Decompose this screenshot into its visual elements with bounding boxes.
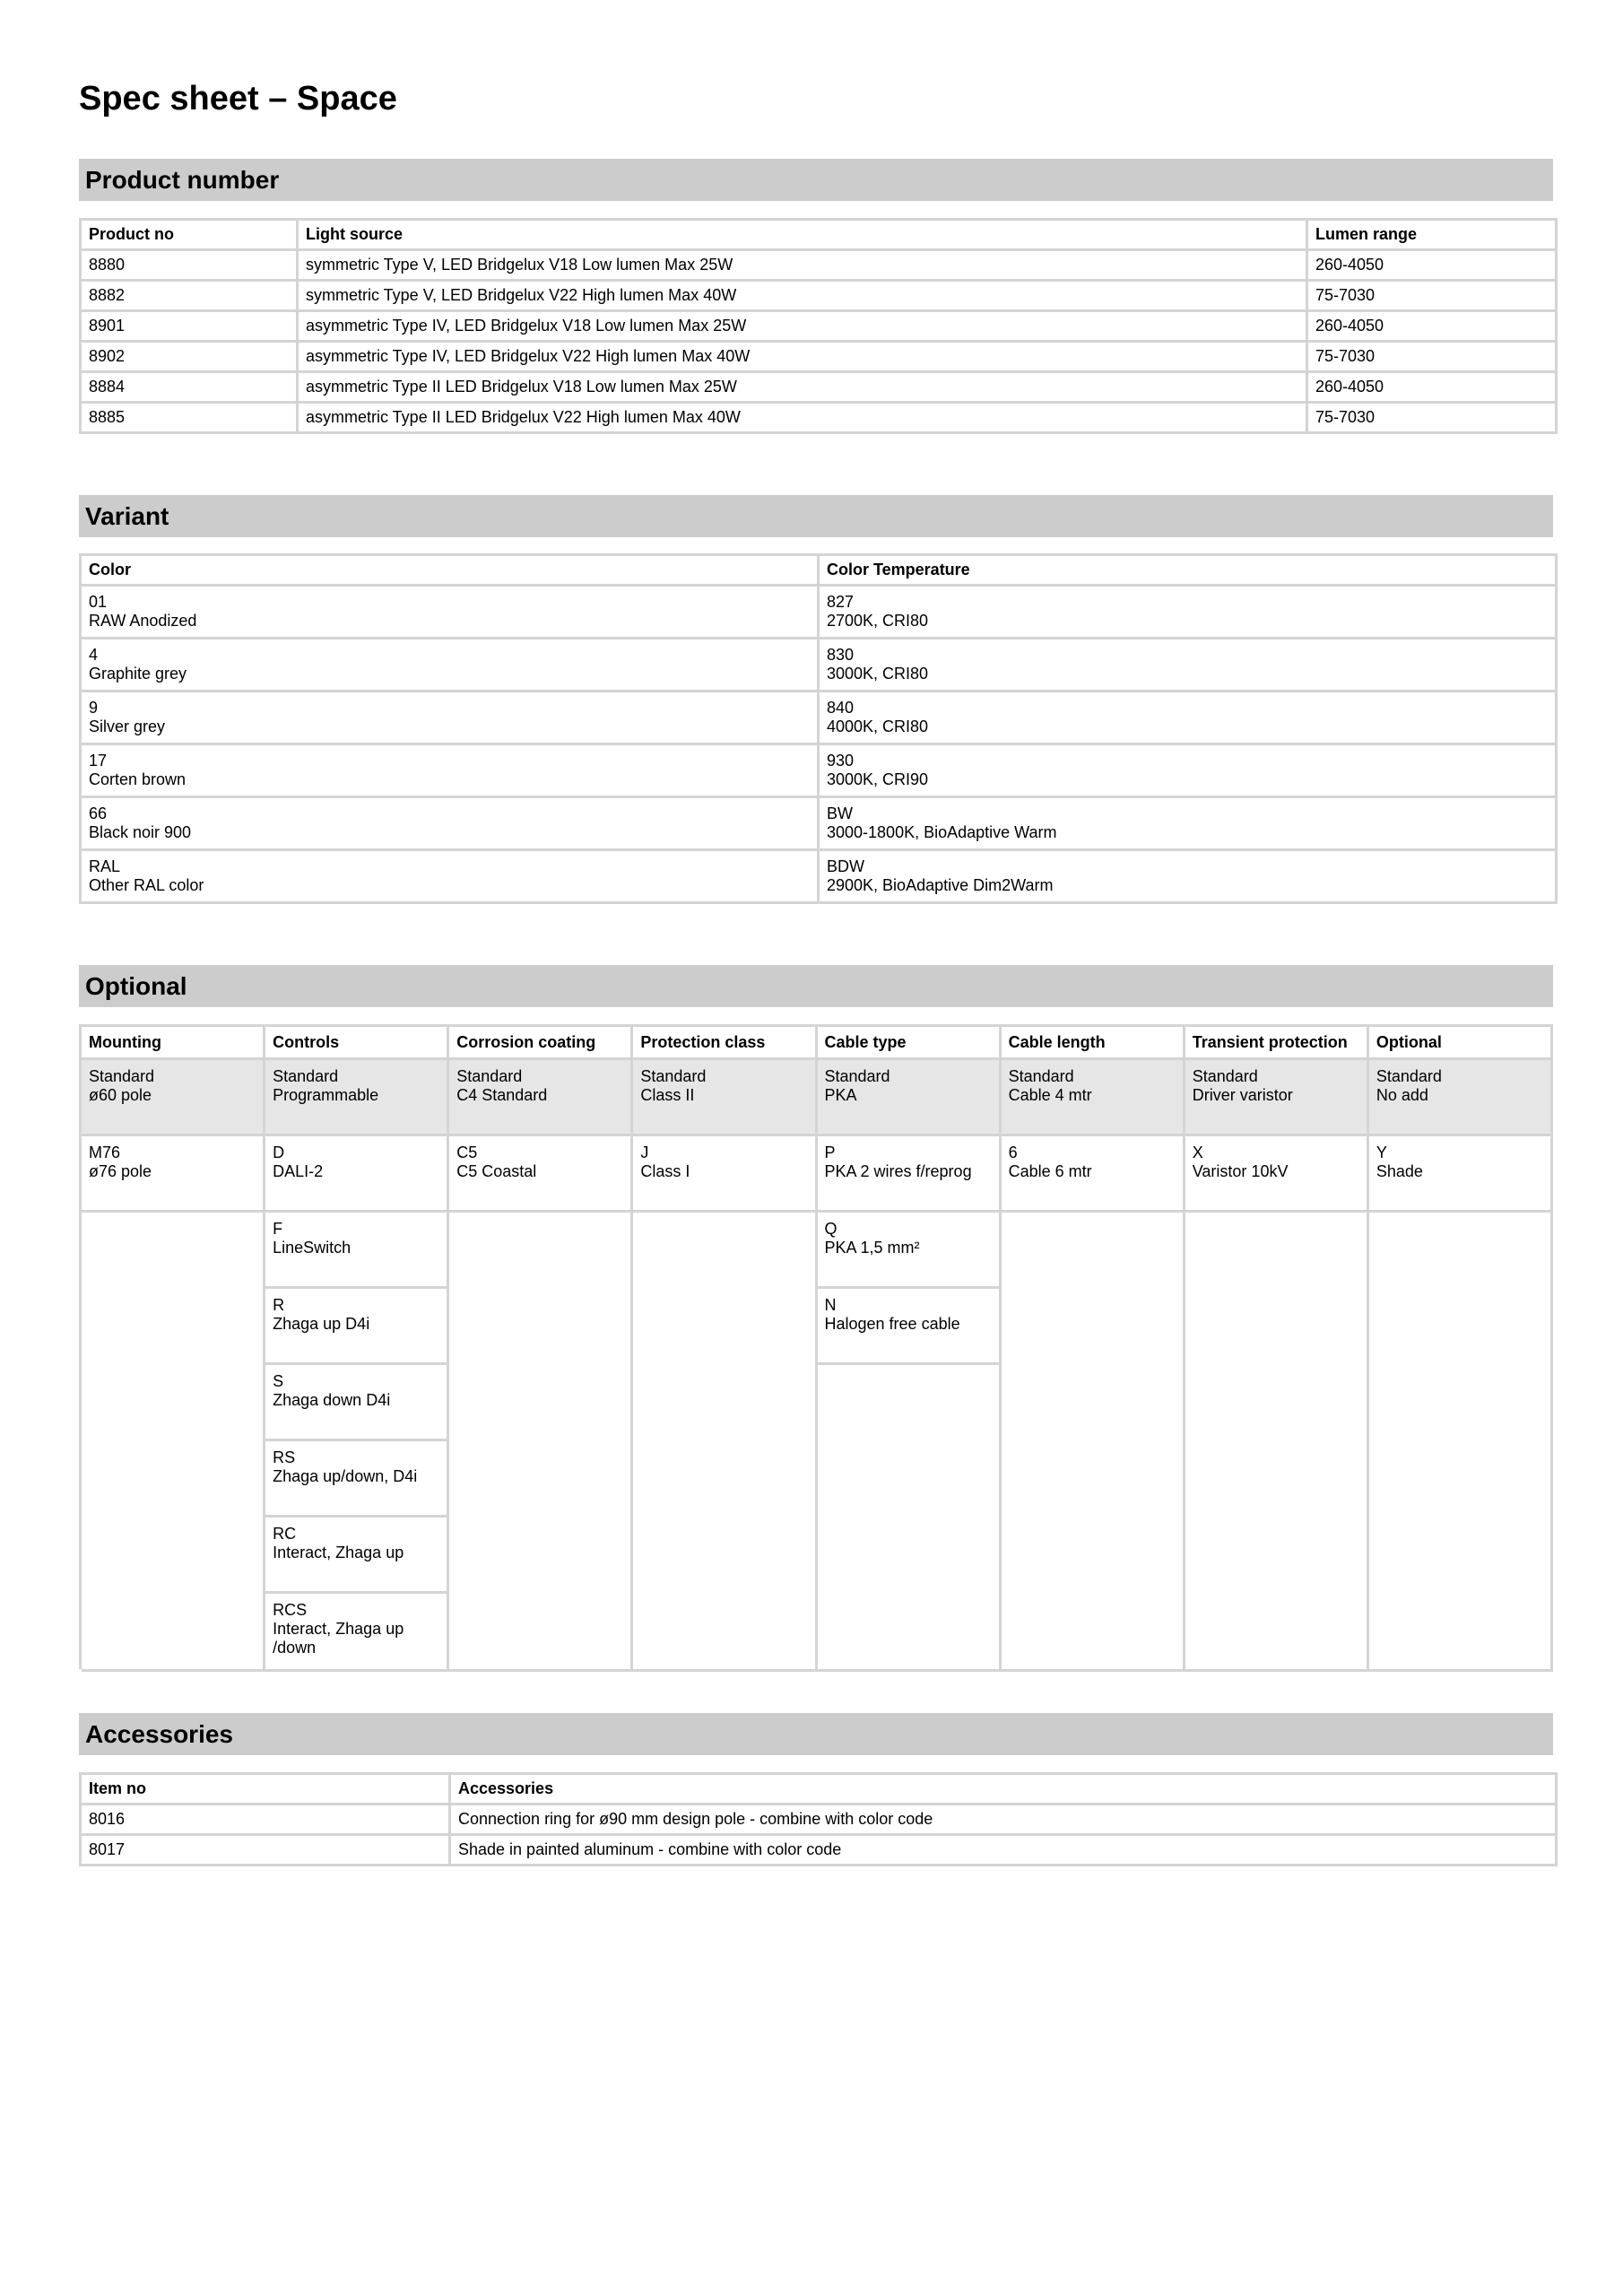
option-name: Cable 4 mtr: [1008, 1086, 1092, 1104]
option-name: PKA 2 wires f/reprog: [824, 1162, 972, 1180]
option-code: J: [640, 1144, 649, 1161]
option-code: Y: [1376, 1144, 1387, 1161]
temperature-name: 3000K, CRI90: [827, 770, 929, 788]
lumen-range: 75-7030: [1307, 281, 1557, 311]
option-code: RCS: [273, 1601, 308, 1619]
color-name: RAW Anodized: [89, 612, 197, 630]
light-source: asymmetric Type IV, LED Bridgelux V22 High lumen Max 40W: [298, 342, 1307, 372]
option-code: P: [824, 1144, 836, 1161]
option-code: RC: [273, 1525, 297, 1543]
column-header: Accessories: [450, 1774, 1557, 1805]
option-name: DALI-2: [273, 1162, 324, 1180]
option-name: Zhaga up/down, D4i: [273, 1467, 418, 1485]
column-header: Mounting: [82, 1027, 265, 1060]
item-no: 8017: [81, 1835, 450, 1866]
option-cell: [265, 1136, 449, 1213]
option-code: Standard: [1008, 1067, 1074, 1085]
option-cell: [1002, 1136, 1185, 1213]
column-header: Transient protection: [1185, 1027, 1369, 1060]
temperature-code: 930: [827, 752, 855, 770]
product-no: 8901: [81, 311, 298, 342]
product-no: 8880: [81, 250, 298, 281]
cable-type-extra-options: [818, 1213, 1002, 1672]
column-header: Product no: [81, 220, 298, 250]
standard-option: [1369, 1060, 1553, 1136]
table-row: [81, 1805, 1557, 1835]
option-name: Zhaga up D4i: [273, 1315, 370, 1333]
color-cell: [81, 586, 819, 639]
accessory-description: Connection ring for ø90 mm design pole - combine with color code: [450, 1805, 1557, 1835]
color-temperature-cell: [819, 639, 1557, 691]
option-cell: [265, 1594, 447, 1670]
light-source: symmetric Type V, LED Bridgelux V22 High lumen Max 40W: [298, 281, 1307, 311]
table-row: [81, 639, 1557, 691]
table-row: [81, 403, 1557, 433]
section-heading-accessories: Accessories: [79, 1713, 1553, 1755]
table-row: [81, 372, 1557, 403]
light-source: asymmetric Type II LED Bridgelux V18 Low lumen Max 25W: [298, 372, 1307, 403]
option-code: M76: [89, 1144, 121, 1161]
color-code: 01: [89, 593, 108, 611]
option-code: 6: [1008, 1144, 1018, 1161]
option-name: Varistor 10kV: [1192, 1162, 1289, 1180]
table-row: [81, 691, 1557, 744]
color-temperature-cell: [819, 850, 1557, 903]
light-source: asymmetric Type IV, LED Bridgelux V18 Low lumen Max 25W: [298, 311, 1307, 342]
standard-option: [633, 1060, 817, 1136]
color-cell: [81, 850, 819, 903]
standard-option: [818, 1060, 1002, 1136]
color-cell: [81, 691, 819, 744]
column-header: Cable type: [818, 1027, 1002, 1060]
option-name: Class II: [640, 1086, 695, 1104]
temperature-code: 840: [827, 699, 855, 717]
color-name: Graphite grey: [89, 665, 187, 683]
table-row: [81, 744, 1557, 797]
color-code: 17: [89, 752, 108, 770]
option-name: Class I: [640, 1162, 690, 1180]
option-name: Zhaga down D4i: [273, 1391, 391, 1409]
option-code: Standard: [1376, 1067, 1442, 1085]
option-code: C5: [456, 1144, 478, 1161]
option-code: R: [273, 1296, 285, 1314]
empty-option-column: [82, 1213, 265, 1672]
column-header: Corrosion coating: [449, 1027, 633, 1060]
temperature-code: 830: [827, 646, 855, 664]
lumen-range: 260-4050: [1307, 250, 1557, 281]
color-cell: [81, 744, 819, 797]
option-cell: [633, 1136, 817, 1213]
lumen-range: 260-4050: [1307, 311, 1557, 342]
empty-option-column: [633, 1213, 817, 1672]
variant-table: [79, 553, 1558, 904]
standard-option: [1185, 1060, 1369, 1136]
column-header: Color Temperature: [819, 555, 1557, 586]
standard-option: [449, 1060, 633, 1136]
standard-option: [1002, 1060, 1185, 1136]
option-name: Cable 6 mtr: [1008, 1162, 1092, 1180]
product-no: 8902: [81, 342, 298, 372]
option-name: Shade: [1376, 1162, 1423, 1180]
column-header: Cable length: [1002, 1027, 1185, 1060]
option-name: Interact, Zhaga up: [273, 1544, 404, 1561]
temperature-code: 827: [827, 593, 855, 611]
temperature-name: 3000K, CRI80: [827, 665, 929, 683]
option-name: Driver varistor: [1192, 1086, 1293, 1104]
item-no: 8016: [81, 1805, 450, 1835]
option-code: X: [1192, 1144, 1203, 1161]
option-cell: [818, 1213, 999, 1289]
option-name: Interact, Zhaga up /down: [273, 1620, 404, 1657]
column-header: Protection class: [633, 1027, 817, 1060]
lumen-range: 260-4050: [1307, 372, 1557, 403]
option-code: Standard: [456, 1067, 523, 1085]
light-source: symmetric Type V, LED Bridgelux V18 Low lumen Max 25W: [298, 250, 1307, 281]
option-cell: [265, 1213, 447, 1289]
option-code: Standard: [273, 1067, 339, 1085]
lumen-range: 75-7030: [1307, 403, 1557, 433]
option-name: ø76 pole: [89, 1162, 152, 1180]
product-number-table: [79, 218, 1558, 434]
column-header: Controls: [265, 1027, 449, 1060]
table-row: [81, 586, 1557, 639]
option-cell: [1185, 1136, 1369, 1213]
color-code: RAL: [89, 857, 121, 875]
color-name: Other RAL color: [89, 876, 204, 894]
temperature-code: BW: [827, 804, 853, 822]
option-code: Standard: [824, 1067, 890, 1085]
empty-option-column: [1369, 1213, 1553, 1672]
option-cell: [265, 1441, 447, 1518]
product-no: 8884: [81, 372, 298, 403]
table-row: [81, 311, 1557, 342]
column-header: Light source: [298, 220, 1307, 250]
color-name: Silver grey: [89, 718, 166, 735]
temperature-name: 2700K, CRI80: [827, 612, 929, 630]
color-name: Corten brown: [89, 770, 187, 788]
option-cell: [1369, 1136, 1553, 1213]
option-cell: [265, 1289, 447, 1365]
table-header-row: [81, 220, 1557, 250]
empty-option-column: [449, 1213, 633, 1672]
table-row: [81, 797, 1557, 850]
color-code: 66: [89, 804, 108, 822]
color-temperature-cell: [819, 744, 1557, 797]
color-temperature-cell: [819, 586, 1557, 639]
table-row: [81, 281, 1557, 311]
table-header-row: [81, 1774, 1557, 1805]
column-header: Optional: [1369, 1027, 1553, 1060]
product-no: 8885: [81, 403, 298, 433]
option-code: D: [273, 1144, 285, 1161]
empty-option-column: [1185, 1213, 1369, 1672]
color-cell: [81, 797, 819, 850]
option-cell: [818, 1289, 999, 1365]
option-name: C5 Coastal: [456, 1162, 537, 1180]
accessories-table: [79, 1772, 1558, 1866]
table-header-row: [81, 555, 1557, 586]
option-code: Standard: [640, 1067, 707, 1085]
option-code: Standard: [89, 1067, 155, 1085]
option-name: ø60 pole: [89, 1086, 152, 1104]
option-cell: [265, 1365, 447, 1441]
column-header: Lumen range: [1307, 220, 1557, 250]
empty-option-column: [1002, 1213, 1185, 1672]
optional-grid: [79, 1024, 1553, 1669]
option-name: Halogen free cable: [824, 1315, 960, 1333]
temperature-name: 2900K, BioAdaptive Dim2Warm: [827, 876, 1054, 894]
page-title: Spec sheet – Space: [79, 80, 397, 117]
column-header: Item no: [81, 1774, 450, 1805]
option-name: PKA: [824, 1086, 857, 1104]
option-code: F: [273, 1220, 283, 1238]
table-row: [81, 250, 1557, 281]
option-code: RS: [273, 1448, 296, 1466]
option-code: Q: [824, 1220, 838, 1238]
option-name: C4 Standard: [456, 1086, 548, 1104]
option-name: Programmable: [273, 1086, 379, 1104]
color-temperature-cell: [819, 797, 1557, 850]
standard-option: [82, 1060, 265, 1136]
option-name: PKA 1,5 mm²: [824, 1239, 920, 1257]
color-code: 9: [89, 699, 99, 717]
table-row: [81, 342, 1557, 372]
standard-option: [265, 1060, 449, 1136]
controls-extra-options: [265, 1213, 449, 1672]
color-cell: [81, 639, 819, 691]
section-heading-optional: Optional: [79, 965, 1553, 1007]
accessory-description: Shade in painted aluminum - combine with color code: [450, 1835, 1557, 1866]
option-code: Standard: [1192, 1067, 1258, 1085]
color-name: Black noir 900: [89, 823, 192, 841]
option-name: No add: [1376, 1086, 1428, 1104]
column-header: Color: [81, 555, 819, 586]
lumen-range: 75-7030: [1307, 342, 1557, 372]
option-cell: [818, 1136, 1002, 1213]
color-code: 4: [89, 646, 99, 664]
color-temperature-cell: [819, 691, 1557, 744]
table-row: [81, 850, 1557, 903]
option-cell: [265, 1518, 447, 1594]
section-heading-variant: Variant: [79, 495, 1553, 537]
option-cell: [449, 1136, 633, 1213]
temperature-name: 4000K, CRI80: [827, 718, 929, 735]
option-name: LineSwitch: [273, 1239, 352, 1257]
option-cell: [82, 1136, 265, 1213]
temperature-name: 3000-1800K, BioAdaptive Warm: [827, 823, 1057, 841]
light-source: asymmetric Type II LED Bridgelux V22 High lumen Max 40W: [298, 403, 1307, 433]
table-row: [81, 1835, 1557, 1866]
option-code: S: [273, 1372, 284, 1390]
product-no: 8882: [81, 281, 298, 311]
option-code: N: [824, 1296, 837, 1314]
temperature-code: BDW: [827, 857, 864, 875]
section-heading-product-number: Product number: [79, 159, 1553, 201]
